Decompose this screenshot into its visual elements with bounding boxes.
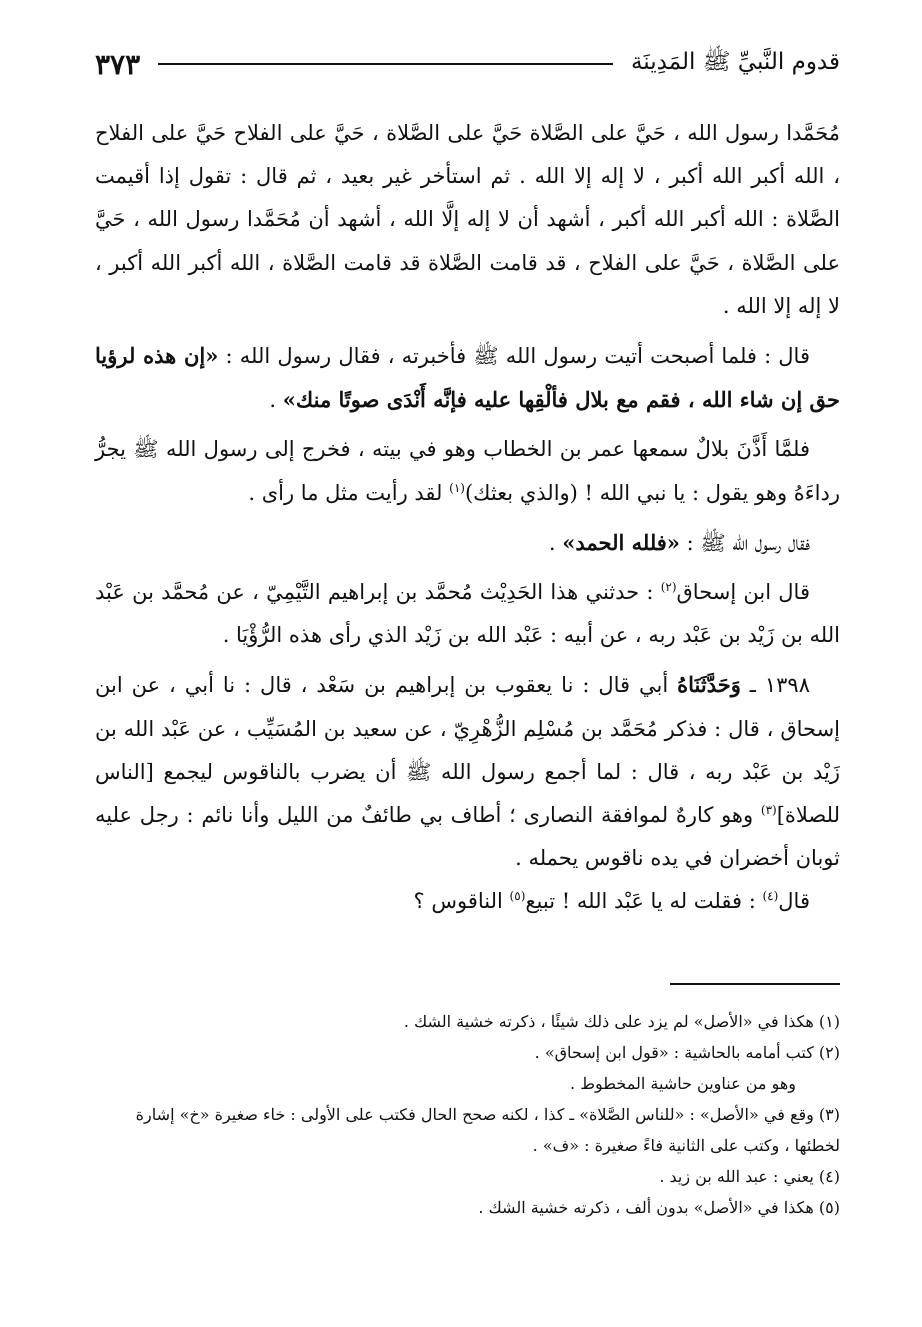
text: فقال رسول الله ﷺ : [679, 530, 810, 555]
text: : فقلت له يا عَبْد الله ! تبيع [525, 889, 763, 914]
text: الناقوس ؟ [413, 889, 510, 914]
running-title: قدوم النَّبيِّ ﷺ المَدِينَة [630, 49, 840, 75]
paragraph-umar [95, 428, 840, 514]
paragraph-adhan: مُحَمَّدا رسول الله ، حَيَّ على الصَّلاة حَيَّ على الصَّلاة ، حَيَّ على الفلاح حَيَّ على الفلاح ، الله أكبر الله أكبر ، لا إله إلا الله . ثم استأخر غير بعيد ، ثم قال : تقول إذا أقيمت الصَّلاة : الله أكبر الله أكبر ، أشهد أن لا إله إلَّا الله ، أشهد أن مُحَمَّدا رسول الله ، حَيَّ على الصَّلاة ، حَيَّ على الفلاح ، قد قامت الصَّلاة قد قامت الصَّلاة ، الله أكبر الله أكبر ، لا إله إلا الله . [95, 121, 840, 318]
footnote-4: (٤) يعني : عبد الله بن زيد . [659, 1167, 840, 1186]
footnotes [95, 1006, 840, 1223]
paragraph-ibn-ishaq [95, 571, 840, 657]
text: وهو كارهٌ لموافقة النصارى ؛ أطاف بي طائفٌ من الليل وأنا نائم : رجل عليه ثوبان أخضران في يده ناقوس يحمله . [95, 803, 840, 871]
footnote-ref-4: (٤) [762, 889, 779, 904]
main-text [95, 112, 840, 924]
footnote-3: (٣) وقع في «الأصل» : «للناس الصَّلاة» ـ كذا ، لكنه صحح الحال فكتب على الأولى : خاء صغيرة «خ» إشارة لخطئها ، وكتب على الثانية فاءً صغيرة : «ف» . [135, 1105, 840, 1155]
narration-keyword: وَحَدَّثَنَاهُ [677, 672, 741, 698]
text: قال [778, 889, 810, 914]
page-header [95, 44, 840, 84]
footnote-ref-5: (٥) [509, 889, 526, 904]
text: فلمَّا أَذَّنَ بلالٌ سمعها عمر بن الخطاب وهو في بيته ، فخرج إلى رسول الله ﷺ يجرُّ رداءَهُ وهو يقول : يا نبي الله ! (والذي بعثك) [95, 437, 840, 505]
footnote-2-continuation: وهو من عناوين حاشية المخطوط . [570, 1074, 796, 1093]
footnote-ref-3: (٣) [760, 803, 777, 818]
footnote-rule [670, 983, 840, 985]
text: . [269, 388, 283, 413]
paragraph-hadith-1398 [95, 663, 840, 880]
page-number: ٣٧٣ [95, 47, 141, 81]
footnote-ref-1: (١) [449, 480, 465, 495]
text: قال ابن إسحاق [676, 580, 810, 605]
header-rule [158, 63, 613, 65]
text: : حدثني هذا الحَدِيْث مُحمَّد بن إبراهيم التَّيْمِيّ ، عن مُحمَّد بن عَبْد الله بن زَيْد بن عَبْد ربه ، عن أبيه : عَبْد الله بن زَيْد الذي رأى هذه الرُّؤْيَا . [95, 580, 840, 648]
footnote-2: (٢) كتب أمامه بالحاشية : «قول ابن إسحاق» . [534, 1043, 840, 1062]
hadith-quote: «إن هذه لرؤيا حق إن شاء الله ، فقم مع بلال فألْقِها عليه فإنَّه أَنْدَى صوتًا منك» [95, 343, 840, 413]
footnote-1: (١) هكذا في «الأصل» لم يزد على ذلك شيئًا ، ذكرته خشية الشك . [403, 1012, 840, 1031]
footnote-5: (٥) هكذا في «الأصل» بدون ألف ، ذكرته خشية الشك . [478, 1198, 840, 1217]
text: أبي قال : نا يعقوب بن إبراهيم بن سَعْد ، قال : نا أبي ، عن ابن إسحاق ، قال : فذكر مُحَمَّد بن مُسْلِم الزُّهْرِيّ ، عن سعيد بن المُسَيِّب ، عن عَبْد الله بن زَيْد بن عَبْد ربه ، قال : لما أجمع رسول الله ﷺ أن يضرب بالناقوس ليجمع [الناس للصلاة] [95, 673, 840, 828]
footnote-ref-2: (٢) [660, 580, 677, 595]
hadith-quote: «فلله الحمد» [562, 529, 680, 555]
paragraph-prophet-response [95, 334, 840, 422]
text: . [548, 530, 563, 555]
paragraph-naqus [95, 880, 840, 923]
hadith-number: ١٣٩٨ ـ [740, 673, 810, 698]
text: لقد رأيت مثل ما رأى . [248, 480, 450, 505]
text: قال : فلما أصبحت أتيت رسول الله ﷺ فأخبرته ، فقال رسول الله : [218, 344, 810, 369]
paragraph-praise [95, 521, 840, 565]
